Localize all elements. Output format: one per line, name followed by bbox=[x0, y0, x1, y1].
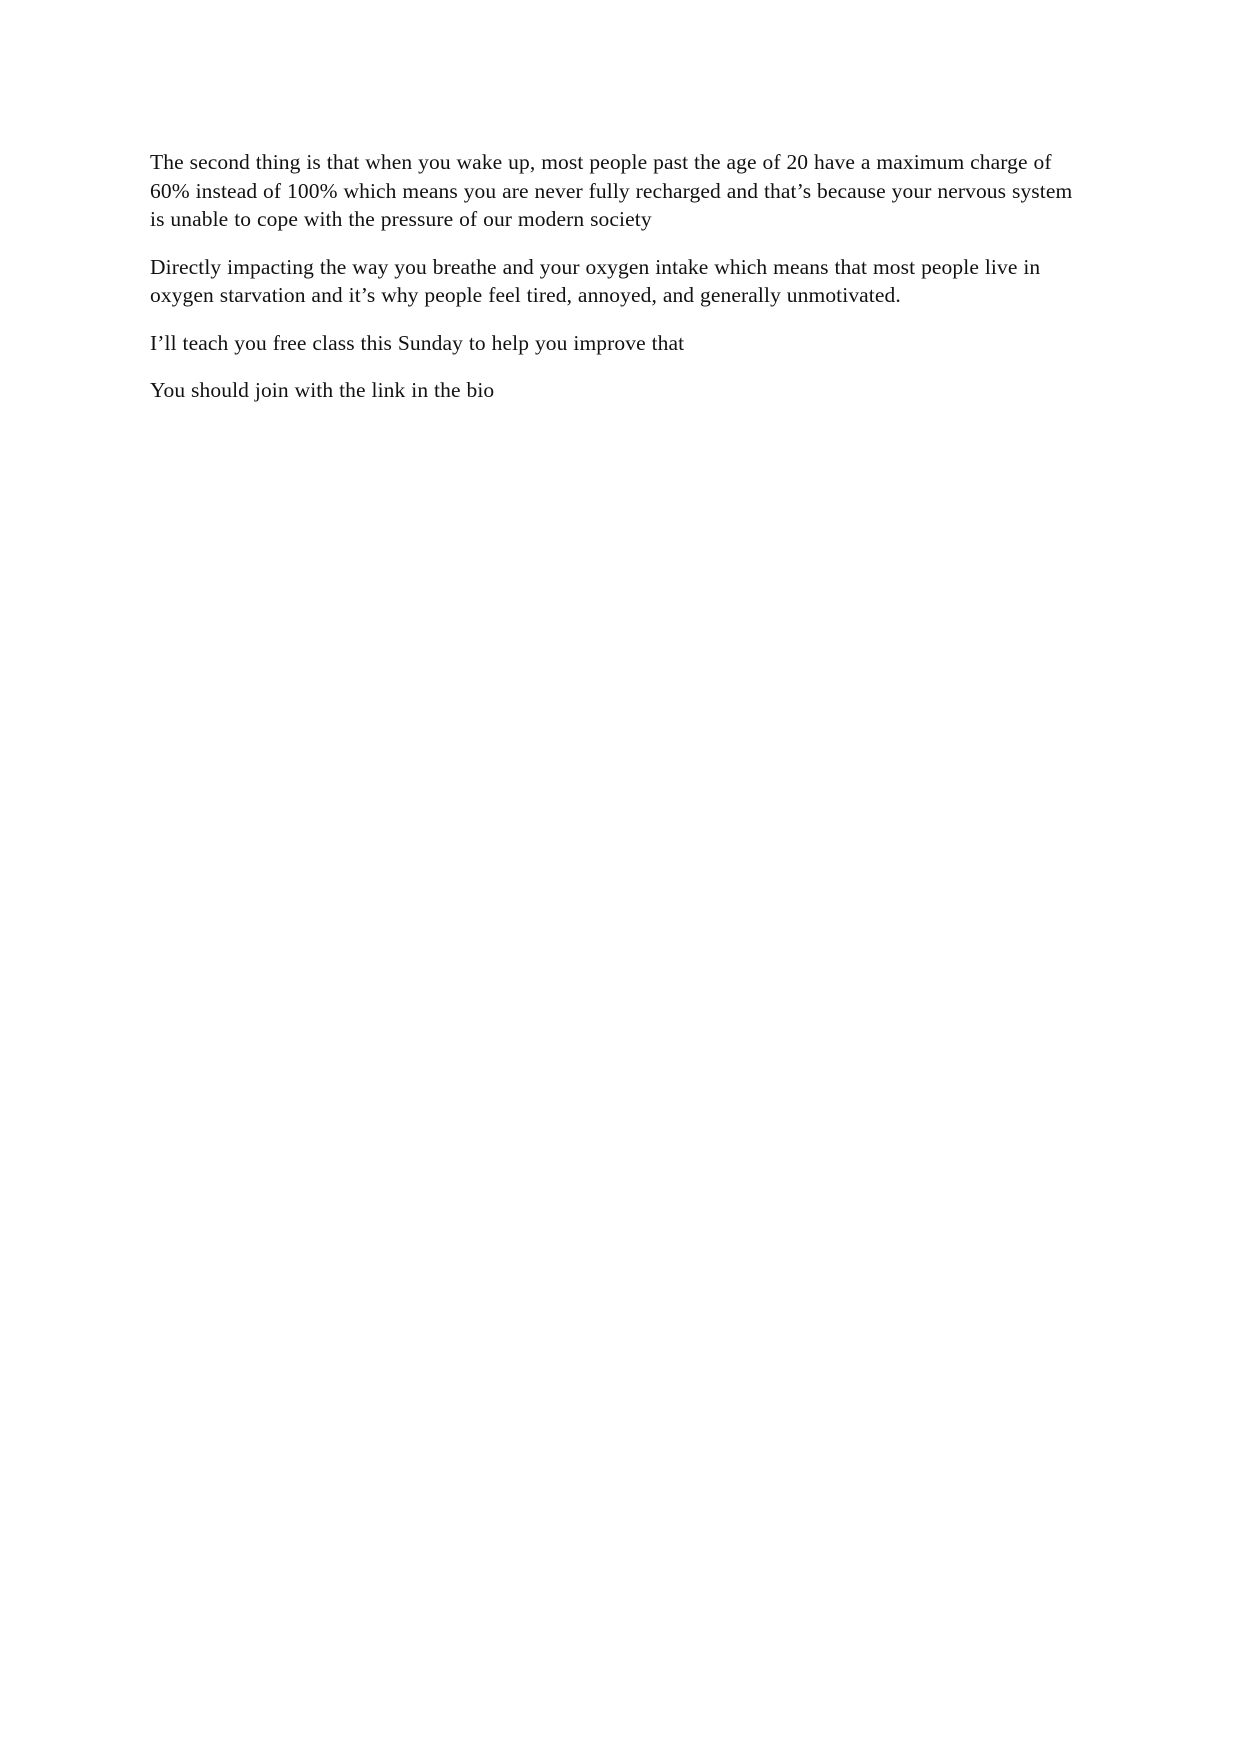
document-body bbox=[150, 148, 1088, 405]
paragraph-4: You should join with the link in the bio bbox=[150, 378, 495, 402]
paragraph-1: The second thing is that when you wake up, most people past the age of 20 have a maximum charge of 60% instead of 100% which means you are never fully recharged and that’s because your nervous system is unable to cope with the pressure of our modern society bbox=[150, 150, 1073, 231]
paragraph-2: Directly impacting the way you breathe and your oxygen intake which means that most people live in oxygen starvation and it’s why people feel tired, annoyed, and generally unmotivated. bbox=[150, 254, 1041, 307]
paragraph-3: I’ll teach you free class this Sunday to help you improve that bbox=[150, 330, 685, 355]
